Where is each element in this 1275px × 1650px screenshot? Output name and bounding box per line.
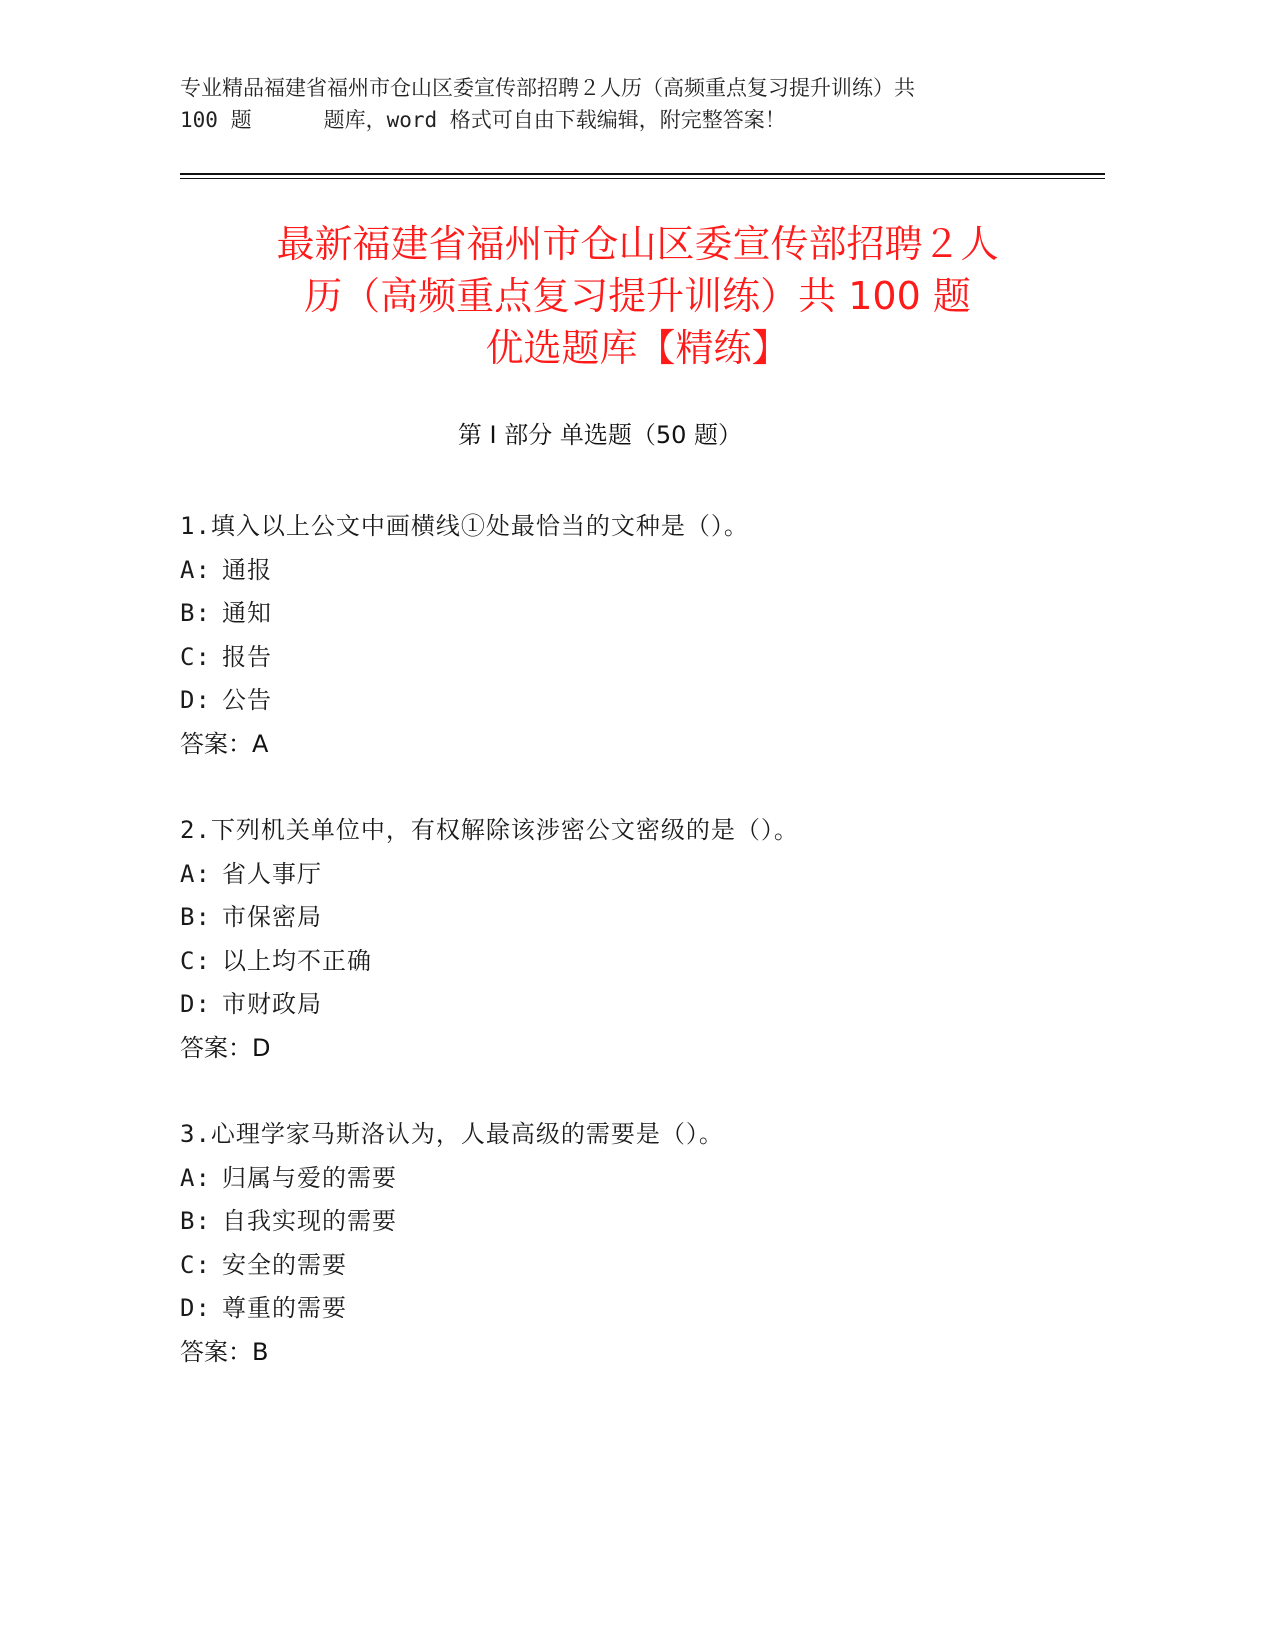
option-letter: D: bbox=[180, 990, 211, 1018]
question-answer bbox=[180, 723, 1100, 767]
answer-prefix: 答案： bbox=[180, 1337, 252, 1366]
option-letter: B: bbox=[180, 903, 211, 931]
option-text: 市财政局 bbox=[222, 990, 322, 1018]
header-note bbox=[180, 72, 1060, 136]
option-text: 通知 bbox=[222, 599, 272, 627]
option-text: 安全的需要 bbox=[222, 1250, 347, 1279]
answer-value: A bbox=[252, 729, 269, 758]
question-option bbox=[180, 853, 1100, 897]
option-letter: D: bbox=[180, 1294, 211, 1322]
question-option bbox=[180, 940, 1100, 984]
option-letter: C: bbox=[180, 642, 211, 671]
option-letter: B: bbox=[180, 1207, 211, 1235]
option-text: 自我实现的需要 bbox=[222, 1207, 397, 1235]
header-rule-thick bbox=[180, 173, 1105, 175]
question-option bbox=[180, 1157, 1100, 1201]
option-text: 通报 bbox=[222, 555, 272, 584]
option-text: 以上均不正确 bbox=[222, 946, 372, 975]
question-option bbox=[180, 896, 1100, 940]
option-text: 归属与爱的需要 bbox=[222, 1163, 397, 1192]
question-option bbox=[180, 1287, 1100, 1331]
question-stem: 2.下列机关单位中，有权解除该涉密公文密级的是（）。 bbox=[180, 816, 799, 844]
question-item bbox=[180, 1113, 1100, 1374]
header-note-count: 100 题 bbox=[180, 108, 252, 132]
header-rule-thin bbox=[180, 178, 1105, 179]
option-letter: C: bbox=[180, 1250, 211, 1279]
question-stem: 1.填入以上公文中画横线①处最恰当的文种是（）。 bbox=[180, 512, 749, 540]
option-letter: B: bbox=[180, 599, 211, 627]
option-letter: A: bbox=[180, 1163, 211, 1192]
answer-prefix: 答案： bbox=[180, 1033, 252, 1062]
answer-value: B bbox=[252, 1337, 269, 1366]
question-answer bbox=[180, 1027, 1100, 1071]
document-title-line1: 最新福建省福州市仓山区委宣传部招聘２人 bbox=[276, 222, 999, 266]
question-option bbox=[180, 679, 1100, 723]
document-title bbox=[160, 218, 1115, 374]
option-letter: D: bbox=[180, 686, 211, 714]
section-title: 第 I 部分 单选题（50 题） bbox=[457, 421, 743, 449]
option-text: 报告 bbox=[222, 642, 272, 671]
question-answer bbox=[180, 1331, 1100, 1375]
option-text: 省人事厅 bbox=[222, 859, 322, 888]
option-text: 市保密局 bbox=[222, 903, 322, 931]
option-text: 公告 bbox=[222, 686, 272, 714]
question-option bbox=[180, 1244, 1100, 1288]
option-letter: A: bbox=[180, 555, 211, 584]
document-title-line2: 历（高频重点复习提升训练）共 100 题 bbox=[304, 274, 971, 318]
question-item bbox=[180, 505, 1100, 766]
header-note-line2 bbox=[180, 104, 1060, 136]
question-option bbox=[180, 1200, 1100, 1244]
option-text: 尊重的需要 bbox=[222, 1294, 347, 1322]
answer-value: D bbox=[252, 1033, 271, 1062]
question-option bbox=[180, 983, 1100, 1027]
header-note-desc: 题库，word 格式可自由下载编辑，附完整答案！ bbox=[323, 108, 786, 132]
question-stem: 3.心理学家马斯洛认为，人最高级的需要是（）。 bbox=[180, 1120, 724, 1148]
document-title-line3: 优选题库【精练】 bbox=[485, 326, 790, 370]
question-option bbox=[180, 592, 1100, 636]
question-option bbox=[180, 636, 1100, 680]
question-item bbox=[180, 809, 1100, 1070]
question-list bbox=[180, 505, 1100, 1417]
option-letter: C: bbox=[180, 946, 211, 975]
option-letter: A: bbox=[180, 859, 211, 888]
header-note-line1: 专业精品福建省福州市仓山区委宣传部招聘２人历（高频重点复习提升训练）共 bbox=[180, 76, 915, 100]
question-option bbox=[180, 549, 1100, 593]
answer-prefix: 答案： bbox=[180, 729, 252, 758]
